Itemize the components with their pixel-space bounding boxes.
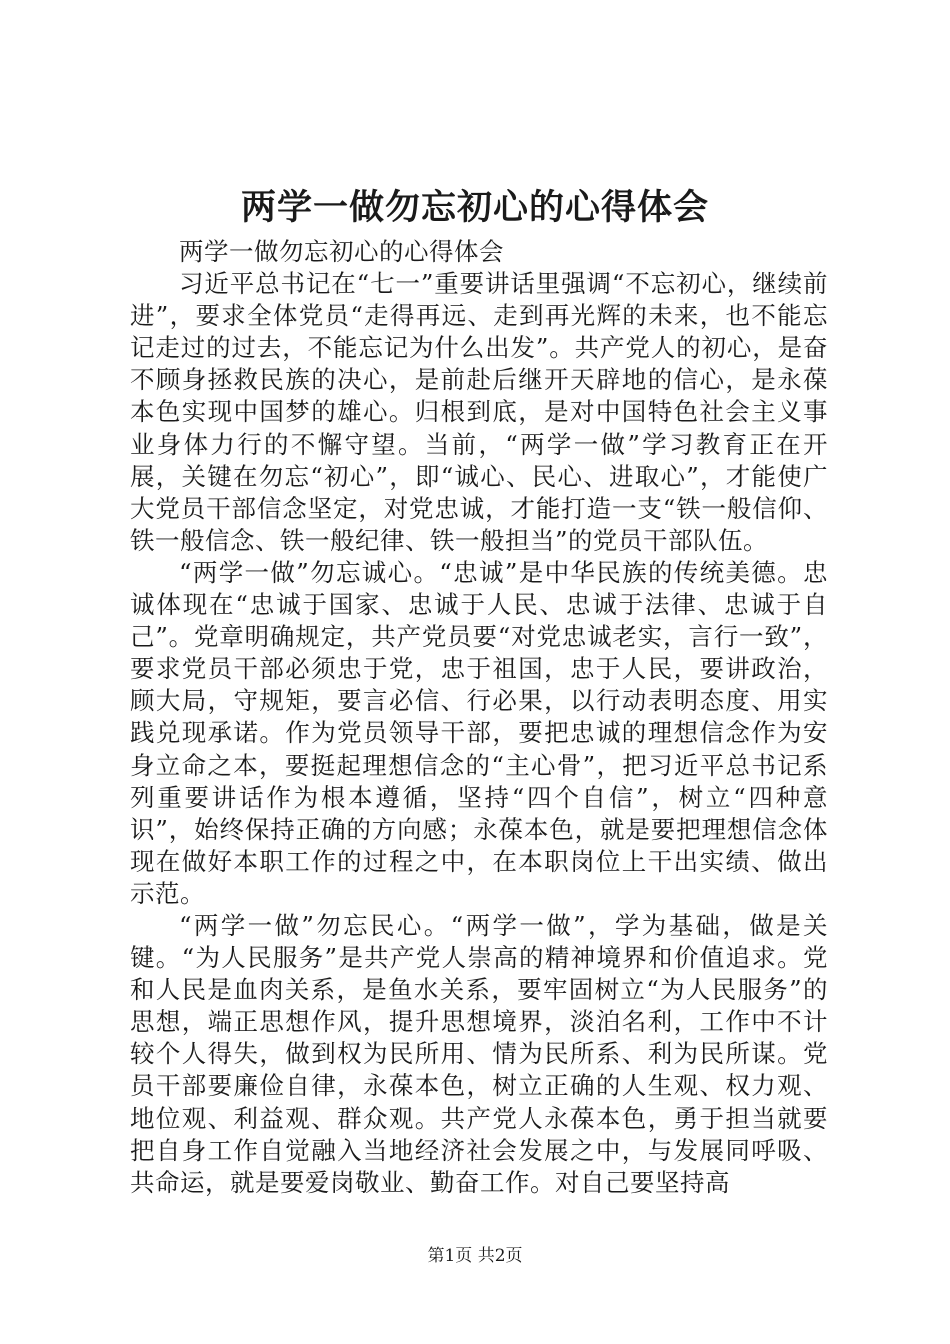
body-paragraph-intro: 习近平总书记在“七一”重要讲话里强调“不忘初心，继续前进”，要求全体党员“走得再远、走到再光辉的未来，也不能忘记走过的过去，不能忘记为什么出发”。共产党人的初心，是奋不顾身拯救民族的决心，是前赴后继开天辟地的信心，是永葆本色实现中国梦的雄心。归根到底，是对中国特色社会主义事业身体力行的不懈守望。当前，“两学一做”学习教育正在开展，关键在勿忘“初心”，即“诚心、民心、进取心”，才能使广大党员干部信念坚定，对党忠诚，才能打造一支“铁一般信仰、铁一般信念、铁一般纪律、铁一般担当”的党员干部队伍。 <box>130 269 828 555</box>
document-body <box>130 236 828 1199</box>
body-paragraph-sincerity: “两学一做”勿忘诚心。“忠诚”是中华民族的传统美德。忠诚体现在“忠诚于国家、忠诚于人民、忠诚于法律、忠诚于自己”。党章明确规定，共产党员要“对党忠诚老实，言行一致”，要求党员干部必须忠于党，忠于祖国，忠于人民，要讲政治，顾大局，守规矩，要言必信、行必果，以行动表明态度、用实践兑现承诺。作为党员领导干部，要把忠诚的理想信念作为安身立命之本，要挺起理想信念的“主心骨”，把习近平总书记系列重要讲话作为根本遵循，坚持“四个自信”，树立“四种意识”，始终保持正确的方向感；永葆本色，就是要把理想信念体现在做好本职工作的过程之中，在本职岗位上干出实绩、做出示范。 <box>130 557 828 908</box>
page-footer: 第1页 共2页 <box>427 1246 523 1266</box>
body-paragraph-people: “两学一做”勿忘民心。“两学一做”，学为基础，做是关键。“为人民服务”是共产党人崇高的精神境界和价值追求。党和人民是血肉关系，是鱼水关系，要牢固树立“为人民服务”的思想，端正思想作风，提升思想境界，淡泊名利，工作中不计较个人得失，做到权为民所用、情为民所系、利为民所谋。党员干部要廉俭自律，永葆本色，树立正确的人生观、权力观、地位观、利益观、群众观。共产党人永葆本色，勇于担当就要把自身工作自觉融入当地经济社会发展之中，与发展同呼吸、共命运，就是要爱岗敬业、勤奋工作。对自己要坚持高 <box>130 910 828 1197</box>
document-title: 两学一做勿忘初心的心得体会 <box>240 187 709 228</box>
body-paragraph-subtitle: 两学一做勿忘初心的心得体会 <box>179 237 504 266</box>
